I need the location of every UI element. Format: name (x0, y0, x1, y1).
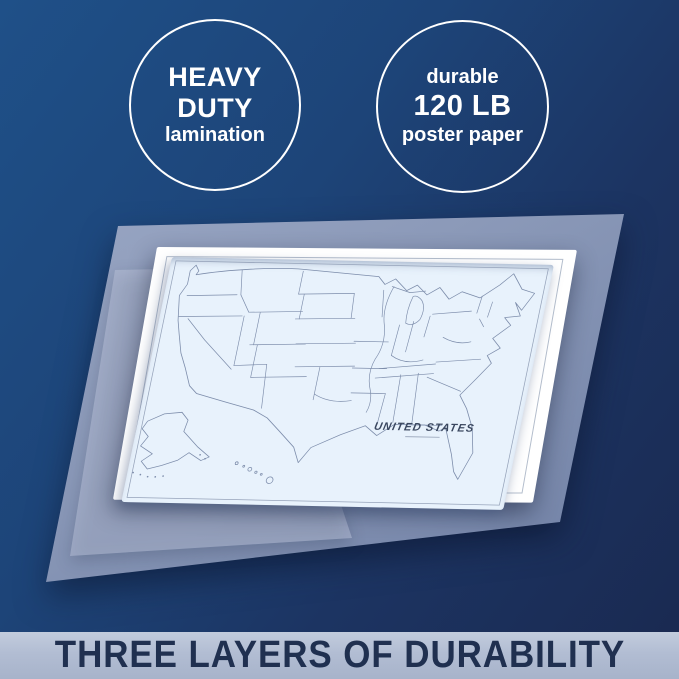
badge-line: lamination (164, 123, 265, 146)
badge-line: HEAVY (168, 62, 262, 93)
bottom-banner (0, 632, 679, 679)
hawaii-islands (231, 462, 276, 484)
us-map-graphic (121, 257, 554, 510)
us-map-panel (121, 257, 554, 510)
badge-line: DUTY (177, 92, 253, 123)
map-border-line (127, 261, 548, 505)
badge-line: poster paper (401, 124, 524, 147)
map-title-label: UNITED STATES (372, 420, 476, 435)
state-boundary-lines (158, 269, 499, 426)
banner-text: THREE LAYERS OF DURABILITY (54, 634, 625, 676)
alaska-outline (134, 412, 218, 471)
badge-line: 120 LB (413, 89, 512, 122)
map-subtitle-microtext (405, 436, 440, 438)
badge-line: durable (426, 65, 499, 88)
lower-48-outline (143, 265, 539, 480)
